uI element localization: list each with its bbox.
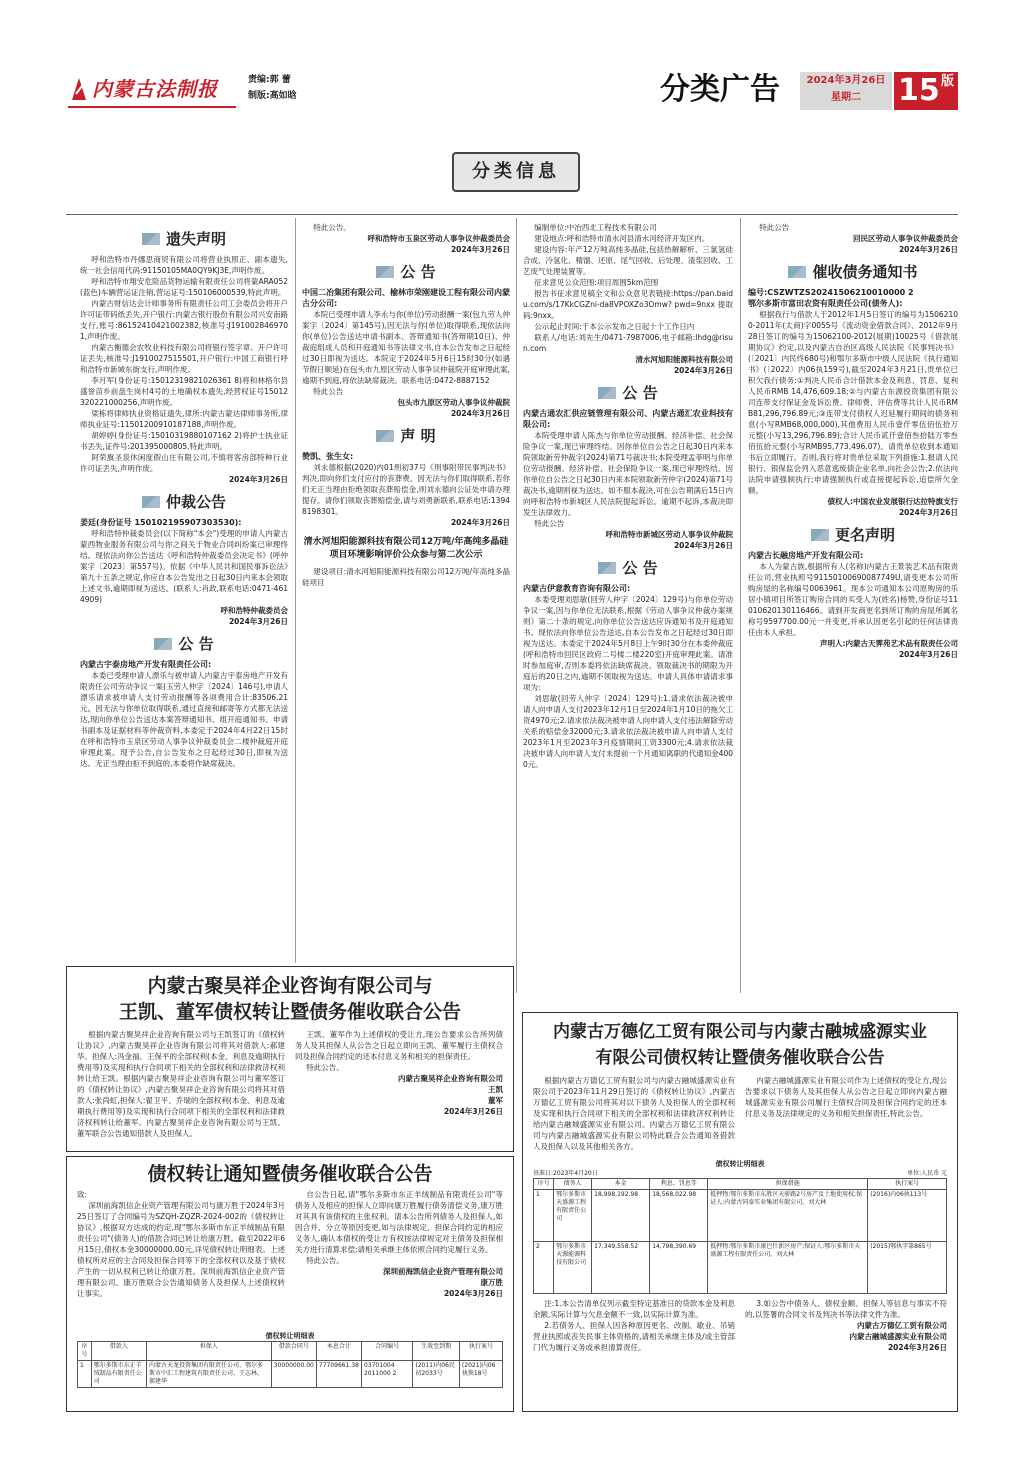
- eia-title: 清水河旭阳能源科技有限公司12万吨/年高纯多晶硅项目环境影响评价公众参与第二次公示: [303, 537, 509, 560]
- notice2-heading: 公 告: [302, 263, 510, 281]
- heading-square-icon: [376, 266, 394, 278]
- logo-emblem-icon: [68, 76, 90, 102]
- lost-para: 胡婷婷(身份证号:15010319880107162 2)将护士执业证书丢失,证件号:201395000805,特此声明。: [80, 431, 288, 451]
- collect-code: 编号:CSZWTZS20241506210010000 2: [748, 288, 914, 297]
- column-2: [302, 222, 510, 962]
- notice3-signer: 呼和浩特市新城区劳动人事争议仲裁院: [605, 530, 733, 539]
- jhx-title-line1: 内蒙古聚昊祥企业咨询有限公司与: [147, 975, 433, 997]
- table-header: 生效至到期: [413, 1342, 460, 1361]
- section-title: 分类广告: [660, 72, 780, 107]
- column-3: [523, 222, 733, 992]
- table-header: 本息合计: [316, 1342, 361, 1361]
- rename-para: 本人为蒙古族,根据所有人(名称)内蒙古王景装艺术品有限责任公司,营业执照号91150100690087749U,请变更本公司所购房屋的名称编号0063961。现本公司通知本公司原购房的乐居小镇项目所签订购房合同的买受人为(姓名)杨赞,身份证号11010620130116466。请到开发商更名到所订购的房屋所属名称号9597700.00元一并变更,并承认因更名引起的任何法律责任由本人承担。: [748, 562, 958, 637]
- table-cell: 1: [78, 1361, 92, 1388]
- kx-title: 债权转让通知暨债务催收联合公告: [147, 1163, 433, 1185]
- collect-company: 鄂尔多斯市富田农资有限责任公司(债务人):: [748, 299, 903, 308]
- wdy-table-title: 债权转让明细表: [715, 1160, 765, 1168]
- notice4-heading: 公 告: [523, 559, 733, 577]
- eia-date: 2024年3月26日: [673, 366, 733, 375]
- page-number: 15: [898, 73, 940, 108]
- date-box: [800, 72, 892, 110]
- collect-heading: 催收债务通知书: [748, 263, 958, 281]
- eia-para: 建设项目:清水河旭阳能源科技有限公司12万吨/年高纯多晶硅项目: [302, 567, 510, 587]
- wdy-date: 2024年3月26日: [887, 1343, 947, 1352]
- table-cell: (2015)鄂执字第865号: [868, 1242, 947, 1294]
- kx-signer: 康万胜: [480, 1278, 503, 1287]
- column-4: [748, 222, 958, 992]
- notice3-para: 本院受理申请人陈杰与你单位劳动报酬、经济补偿、社会保险争议一案,现已审理终结。因你单位自公告之日起30日内来本院领取新劳仲裁字(2024)第71号裁决书;本院受理孟菲明与你单位劳动报酬、经济补偿、社会保险争议一案,现已审理终结。因你单位自公告之日起30日内来本院领取新劳仲字(2024)第71号裁决书,逾期则视为送达。如不服本裁决,可在公告期满后15日内向呼和浩特市新城区人民法院提起诉讼。逾期不起诉,本裁决即发生法律效力。: [523, 431, 733, 517]
- notice4-signer: 回民区劳动人事争议仲裁委员会: [853, 234, 958, 243]
- notice2-para: 本院已受理申请人李永与你(单位)劳动报酬一案(包九劳人仲案字〔2024〕第145号),因无法与你(单位)取得联系,现依法向你(单位)公告送达申请书副本、答辩通知书(答辩期10日)、仲裁庭组成人员和开庭通知书等法律文书,自本公告发布之日起经过30日即视为送达。本院定于2024年5月6日15时30分(如遇节假日顺延)在包头市九原区劳动人事争议仲裁院开庭审理此案,逾期不到庭,将依法缺席裁决。联系电话:0472-8887152: [302, 310, 510, 385]
- table-row: [534, 1190, 947, 1242]
- table-header: 担保措施: [708, 1179, 868, 1190]
- heading-square-icon: [376, 430, 394, 442]
- wdy-note: 注:1.本公告清单仅列示截至特定基准日的贷款本金及利息余额,实际计算与欠息金额不一致,以实际计算为准。: [533, 1299, 735, 1319]
- table-header: 利息、罚息等: [650, 1179, 708, 1190]
- jhx-signer: 内蒙古聚昊祥企业咨询有限公司: [398, 1074, 503, 1083]
- banner: [452, 152, 580, 192]
- table-cell: (2021)内06执恢18号: [459, 1361, 502, 1388]
- table-header: 债务人: [554, 1179, 592, 1190]
- page-label: 版: [940, 74, 954, 89]
- notice2-company: 中国二冶集团有限公司、榆林市荣刚建设工程有限公司内蒙古分公司:: [302, 288, 510, 308]
- eia-para: 编制单位:中冶西北工程技术有限公司: [534, 223, 657, 232]
- wdy-announcement: [522, 1012, 958, 1412]
- eia-para: 联系人/电话:刘先生/0471-7987006,电子邮箱:lhdg@risun.com: [523, 333, 733, 353]
- notice4-para: 刘思敏(回劳人仲字〔2024〕129号):1.请求依法裁决被申请人向申请人支付2023年12月1日至2024年1月10日的拖欠工资4970元;2.请求依法裁决被申请人向申请人支付违法解除劳动关系的赔偿金32000元;3.请求依法裁决被申请人向申请人支付2023年1月至2023年3月疫情期间工资3300元;4.请求依法裁决被申请人向申请人支付未提前一个月通知离职的代通知金4000元。: [523, 694, 733, 769]
- table-cell: 18,998,192.98: [592, 1190, 650, 1242]
- statement-company: 赞凯、张生女:: [302, 452, 354, 461]
- table-cell: 抵押物:鄂尔多斯市康巴什新区房产;保证人:鄂尔多斯市天盛源工程有限责任公司、刘大林: [708, 1242, 868, 1294]
- arb-signer: 呼和浩特仲裁委员会: [220, 606, 288, 615]
- notice3-company: 内蒙古通农汇供应链管理有限公司、内蒙古通汇农业科技有限公司:: [523, 409, 733, 429]
- table-cell: 17,349,558.52: [592, 1242, 650, 1294]
- table-header: 借款合同号: [271, 1342, 316, 1361]
- statement-para: 刘永德根据(2020)内01刑初37号《刑事附带民事判决书》判决,即向你们支付应付的丧葬费。因无法与你们取得联系,若你们无正当理由拒绝领取丧葬赔偿金,则刘永德向公证处申请办理提存。请你们领取丧葬赔偿金,请与刘勇新联系,联系电话:13948198301。: [302, 463, 510, 516]
- table-cell: 鄂尔多斯市天源能源科技有限公司: [554, 1242, 592, 1294]
- eia-para: 征求意见公众范围:项目周围5km范围: [534, 278, 659, 287]
- notice2-date: 2024年3月26日: [450, 409, 510, 418]
- editor: 责编:郭 蕾: [248, 75, 291, 85]
- kx-table-title: 债权转让明细表: [265, 1332, 315, 1340]
- jhx-signer: 董军: [488, 1096, 503, 1105]
- jhx-para: 根据内蒙古聚昊祥企业咨询有限公司与王凯签订的《债权转让协议》,内蒙古聚昊祥企业咨询有限公司将其对借款人:郝建华、担保人:冯金福、王保平的全部权利(本金、利息及逾期执行费用等)及实现和执行合同项下相关的全部权利和法律救济权利转让给王凯。根据内蒙古聚昊祥企业咨询有限公司与董军签订的《债权转让协议》,内蒙古聚昊祥企业咨询有限公司将其对借款人:张尚虹,担保人:翟卫平、乔瑞的全部权利(本金、利息及逾期执行费用等)及实现和执行合同项下相关的全部权利和法律救济权利转让给董军。内蒙古聚昊祥企业咨询有限公司与王凯、董军联合公告通知借款人及担保人。: [77, 1030, 285, 1138]
- table-header: 执行案号: [868, 1179, 947, 1190]
- rename-heading: 更名声明: [748, 526, 958, 544]
- wdy-title-line1: 内蒙古万德亿工贸有限公司与内蒙古融城盛源实业: [553, 1022, 927, 1042]
- heading-square-icon: [154, 638, 172, 650]
- table-cell: (2011)内06民初2033号: [413, 1361, 460, 1388]
- table-header: 执行案号: [459, 1342, 502, 1361]
- notice4-para: 特此公告: [759, 223, 790, 232]
- table-cell: 鄂尔多斯市东正羊绒制品有限责任公司: [91, 1361, 146, 1388]
- kx-para: 深圳前海凯信企业资产管理有限公司与康万胜于2024年3月25日签订了合同编号为SZQH-ZQZR-2024-002的《债权转让协议》,根据双方达成的约定,现"鄂尔多斯市东正羊绒制品有限责任公司"(债务人)的借款合同已转让给康万胜。截至2022年6月15日,债权本金30000000.00元,详见债权转让明细表。上述债权所对应的主合同及担保合同等下的全部权利以及基于债权产生的一切从权利已转让给康万胜。深圳前海凯信企业资产管理有限公司、康万胜联合公告通知债务人及担保人上述债权转让事实。: [77, 1201, 285, 1298]
- table-cell: 18,568,022.98: [650, 1190, 708, 1242]
- statement-date: 2024年3月26日: [450, 518, 510, 527]
- column-1: [80, 222, 288, 962]
- eia-para: 建设地点:呼和浩特市清水河县清水河经济开发区内。: [534, 234, 710, 243]
- jhx-title-line2: 王凯、董军债权转让暨债务催收联合公告: [118, 1001, 461, 1023]
- lost-para: 呼和浩特市翔安危险品货物运输有限责任公司将蒙ARA052(蓝色)车辆营运证注销,营运证号:150106000539,特此声明。: [80, 277, 288, 297]
- wdy-title-line2: 有限公司债权转让暨债务催收联合公告: [595, 1048, 885, 1068]
- jhx-date: 2024年3月26日: [443, 1107, 503, 1116]
- arb-case: 姜廷(身份证号 150102195907303530):: [80, 518, 242, 527]
- notice1-company: 内蒙古宇泰房地产开发有限责任公司:: [80, 660, 212, 669]
- table-header: 序号: [78, 1342, 92, 1361]
- lost-heading: 遗失声明: [80, 230, 288, 248]
- kx-greeting: 致:: [77, 1190, 88, 1199]
- table-header: 本金: [592, 1179, 650, 1190]
- arb-heading: 仲裁公告: [80, 493, 288, 511]
- jhx-signer: 王凯: [488, 1085, 503, 1094]
- heading-square-icon: [142, 233, 160, 245]
- eia-signer: 清水河旭阳能源科技有限公司: [635, 355, 733, 364]
- notice4-date: 2024年3月26日: [898, 245, 958, 254]
- producer: 制版:高如晗: [248, 91, 297, 101]
- notice4-para: 本委受理刘思敏(回劳人仲字〔2024〕129号)与你单位劳动争议一案,因与你单位无法联系,根据《劳动人事争议仲裁办案规则》第二十条的规定,向你单位公告送达应诉通知书及开庭通知书。现依法向你单位公告送达,自本公告发布之日起经过30日即视为送达。本委定于2024年5月8日上午9时30分在本委仲裁庭(呼和浩特市回民区政府二号楼二楼220室)开庭审理此案。请准时参加庭审,否则本委将依法缺席裁决。领取裁决书的期限为开庭后的20日之内,逾期不领取视为送达。申请人具体申请请求事项为:: [523, 595, 733, 692]
- eia-para: 公示起止时间:于本公示发布之日起十个工作日内: [534, 322, 695, 331]
- heading-square-icon: [598, 387, 616, 399]
- kx-signer: 深圳前海凯信企业资产管理有限公司: [383, 1267, 503, 1276]
- heading-square-icon: [142, 496, 160, 508]
- wdy-para: 内蒙古融城盛源实业有限公司作为上述债权的受让方,现公告要求以下债务人及其担保人从公告之日起立即向内蒙古融城盛源实业有限公司履行主债权合同及担保合同约定的还本付息义务及法律规定的义务和相关担保责任,特此公告。: [745, 1076, 947, 1118]
- table-cell: (2016)内06执113号: [868, 1190, 947, 1242]
- table-cell: 1: [534, 1190, 554, 1242]
- table-header: 借款人: [91, 1342, 146, 1361]
- table-cell: 14,798,390.69: [650, 1242, 708, 1294]
- kx-para: 自公告日起,请"鄂尔多斯市东正羊绒制品有限责任公司"等债务人及相应的担保人立即向康万胜履行债务清偿义务,康万胜对其具有该债权的主张权利。请本公告所列债务人及担保人,如因合并、分立等原因变更,如与法律规定、担保合同约定的相应义务人,确认本债权的受让方有权按法律规定对主债务及担保相关方进行清算求偿;请相关承继主体依照合同约定履行义务。: [295, 1190, 503, 1254]
- collect-date: 2024年3月26日: [898, 508, 958, 517]
- wdy-table: [533, 1178, 947, 1294]
- jhx-para: 特此公告。: [306, 1063, 344, 1072]
- notice3-para: 特此公告: [534, 519, 565, 528]
- lost-para: 内蒙古财信达会计师事务所有限责任公司工会委员会将开户许可证带码纸丢失,开户银行:内蒙古银行股份有限公司兴安南路支行,账号:86152410421002382,核准号:J1910028469701,声明作废。: [80, 299, 288, 341]
- wdy-signer: 内蒙古万德亿工贸有限公司: [857, 1321, 947, 1330]
- table-header: 担保人: [147, 1342, 272, 1361]
- lost-para: 李月军(身份证号:15012319821026361 8)将和林格尔县盛誉苗乡前盘生岗村4号的土地确权本遗失,经营权证号15012320221000256,声明作废。: [80, 376, 288, 407]
- notice1-para: 本委已受理申请人漂乐与被申请人内蒙古宇泰房地产开发有限责任公司劳动争议一案(玉劳人仲字〔2024〕146号),申请人漂乐请求被申请人支付劳动报酬等各项费用合计:83506.21元。因无法与你单位取得联系,通过直接和邮寄等方式都无法送达,现向你单位公告送达本案答辩通知书、组开庭通知书、申请书副本及证据材料等仲裁资料,本委定于2024年4月22日15时在呼和浩特市玉泉区劳动人事争议仲裁委员会二楼仲裁庭开庭审理此案。现予公告,自公告发布之日起经过30日,即视为送达。无正当理由拒不到庭的,本委将作缺席裁决。: [80, 671, 288, 768]
- table-cell: 30000000.00: [271, 1361, 316, 1388]
- table-cell: 鄂尔多斯市天盛源工程有限责任公司: [554, 1190, 592, 1242]
- notice4-company: 内蒙古伊意教育咨询有限公司:: [523, 584, 631, 593]
- notice3-heading: 公 告: [523, 384, 733, 402]
- logo-text: 内蒙古法制报: [92, 77, 218, 101]
- credits: [248, 72, 368, 104]
- kx-announcement: [66, 1156, 514, 1412]
- wdy-table-unit: 单位:人民币 元: [907, 1170, 947, 1177]
- table-cell: 内蒙古天龙投资集团有限责任公司、鄂尔多斯市中汇工程建筑有限责任公司、王志林、郝建华: [147, 1361, 272, 1388]
- lost-body: [80, 254, 288, 485]
- notice1-para: 特此公告。: [313, 223, 351, 232]
- page-box: [894, 72, 958, 110]
- table-header: 序号: [534, 1179, 554, 1190]
- statement-heading: 声 明: [302, 427, 510, 445]
- banner-text: 分类信息: [472, 161, 560, 182]
- eia-para: 建设内容:年产12万吨高纯多晶硅,包括热解解析、三氯氢硅合成、冷氢化、精馏、还原、尾气回收、后处理、渣浆回收、工艺废气处理装置等。: [523, 245, 733, 276]
- lost-para: 阿荣旗圣泉休闲度假山庄有限公司,不慎将客房部特种行业许可证丢失,声明作废。: [80, 453, 288, 473]
- notice3-date: 2024年3月26日: [673, 541, 733, 550]
- table-row: [534, 1242, 947, 1294]
- issue-weekday: 星期二: [831, 92, 861, 103]
- notice2-para: 特此公告: [313, 387, 344, 396]
- rename-date: 2024年3月26日: [898, 650, 958, 659]
- wdy-note: 2.若债务人、担保人因各种原因更名、改制、歇业、吊销营业执照或丧失民事主体资格的,请相关承继主体及/或主管部门代为履行义务或承担清算责任。: [533, 1321, 735, 1352]
- wdy-note: 3.如公告中债务人、债权金额、担保人等信息与事实不符的,以签署的合同文书及判决书等法律文件为准。: [745, 1299, 947, 1319]
- lost-para: 内蒙古衡德会农牧业科技有限公司将银行签字章、开户许可证丢失,核准号:J1910027515501,开户银行:中国工商银行呼和浩特市新城东街支行,声明作废。: [80, 343, 288, 374]
- issue-date: 2024年3月26日: [806, 75, 886, 86]
- table-cell: 03701004 2011000 2: [361, 1361, 412, 1388]
- table-header: 合同编号: [361, 1342, 412, 1361]
- table-cell: 抵押物:鄂尔多斯市东胜区天骄路2号房产及土地使用权;保证人:内蒙古同泰实业集团有限公司、刘大林: [708, 1190, 868, 1242]
- rename-company: 内蒙古长融房地产开发有限公司:: [748, 551, 864, 560]
- heading-square-icon: [811, 529, 829, 541]
- logo: [68, 72, 228, 106]
- kx-para: 特此公告。: [306, 1256, 344, 1265]
- notice1-signer: 呼和浩特市玉泉区劳动人事争议仲裁委员会: [367, 234, 510, 243]
- kx-table: [77, 1341, 503, 1388]
- table-header-row: [534, 1179, 947, 1190]
- wdy-para: 根据内蒙古万德亿工贸有限公司与内蒙古融城盛源实业有限公司于2023年11月29日签订的《债权转让协议》,内蒙古万德亿工贸有限公司将其对以下债务人及担保人的全部权利及实现和执行合同项下相关的全部权利和法律救济权利转让给内蒙古融城盛源实业有限公司。内蒙古万德亿工贸有限公司与内蒙古融城盛源实业有限公司特此联合公告通知各借款人及担保人以及其他相关各方。: [533, 1076, 735, 1151]
- table-cell: 2: [534, 1242, 554, 1294]
- eia-para: 报告书征求意见稿全文和公众意见表链接:https://pan.baidu.com/s/17KkCGZni-da8VPOXZo3Omw? pwd=9nxx 提取码:9nxx。: [523, 289, 733, 320]
- wdy-signer: 内蒙古融城盛源实业有限公司: [849, 1332, 947, 1341]
- table-row: [78, 1361, 503, 1388]
- jhx-para: 王凯、董军作为上述债权的受让方,现公告要求公告所列债务人及其担保人从公告之日起立即向王凯、董军履行主债权合同及担保合同约定的还本付息义务和相关的担保责任。: [295, 1030, 503, 1061]
- table-cell: 77709661.38: [316, 1361, 361, 1388]
- notice1-heading: 公 告: [80, 635, 288, 653]
- arb-para: 呼和浩特仲裁委员会(以下简称"本会")受理的申请人内蒙古蒙西物业服务有限公司与你之间关于物业合同纠纷案已审理终结。现依法向你公告送达《呼和浩特仲裁委员会决定书》(呼仲案字〔2023〕第557号)。依据《中华人民共和国民事诉讼法》第九十五条之规定,你应自本公告发出之日起30日内来本会领取上述文书,逾期即视为送达。(联系人:肖政,联系电话:0471-4614909): [80, 529, 288, 604]
- heading-square-icon: [788, 266, 806, 278]
- heading-square-icon: [598, 562, 616, 574]
- notice1-date: 2024年3月26日: [450, 245, 510, 254]
- lost-para: 呼和浩特市丹娜思商贸有限公司将营业执照正、副本遗失,统一社会信用代码:91150105MA0QY9KJ3E,声明作废。: [80, 255, 288, 275]
- rename-signer: 声明人:内蒙古天霁苑艺术品有限责任公司: [820, 639, 958, 648]
- wdy-table-date: 基准日:2023年4月20日: [533, 1170, 598, 1177]
- jhx-announcement: [66, 966, 514, 1152]
- collect-signer: 债权人:中国农业发展银行达拉特旗支行: [827, 497, 958, 506]
- arb-date: 2024年3月26日: [228, 617, 288, 626]
- lost-para: 梁栋将律师执业资格证遗失,律所:内蒙古蒙达律师事务所,律师执业证号:11501200910187188,声明作废。: [80, 409, 288, 429]
- notice2-signer: 包头市九原区劳动人事争议仲裁院: [397, 398, 510, 407]
- lost-date: 2024年3月26日: [228, 475, 288, 484]
- collect-para: 根据我行与借款人于2012年1月5日签订的编号为15062100-2011年(太商)字0055号《流动资金借款合同》、2012年9月28日签订的编号为15062100-2012(展期)10025号《借款展期协议》约定,以及内蒙古自治区高级人民法院《民事判决书》(〔2021〕内民终680号)和鄂尔多斯市中级人民法院《执行通知书》(〔2022〕内06执159号),截至2024年3月21日,贵单位已积欠我行债务:①判决人民币合计借款本金及利息、罚息、复利人民币RMB 14,476,609.18;②与内蒙古东源投资集团有限公司连带支付保证金及诉讼费、律师费、评估费等共计人民币RMB81,296,796.89元;③连带支付债权人迟延履行期间的债务利息(小写RMB68,000,000),其他费用人民币壹仟零伍佰伍拾万元整(小写13,296,796.89);合计人民币贰仟壹佰叁拾陆万零叁佰伍拾元整(小写RMB95,773,496.07)。请贵单位收到本通知书后立即履行。否则,我行将对贵单位采取下列措施:1.报请人民银行、银保监会列入恶意逃废债企业名单,向社会公告;2.依法向法院申请强制执行;申请强制执行或直接提起诉讼,追偿所欠金额。: [748, 310, 958, 495]
- kx-date: 2024年3月26日: [443, 1289, 503, 1298]
- table-header-row: [78, 1342, 503, 1361]
